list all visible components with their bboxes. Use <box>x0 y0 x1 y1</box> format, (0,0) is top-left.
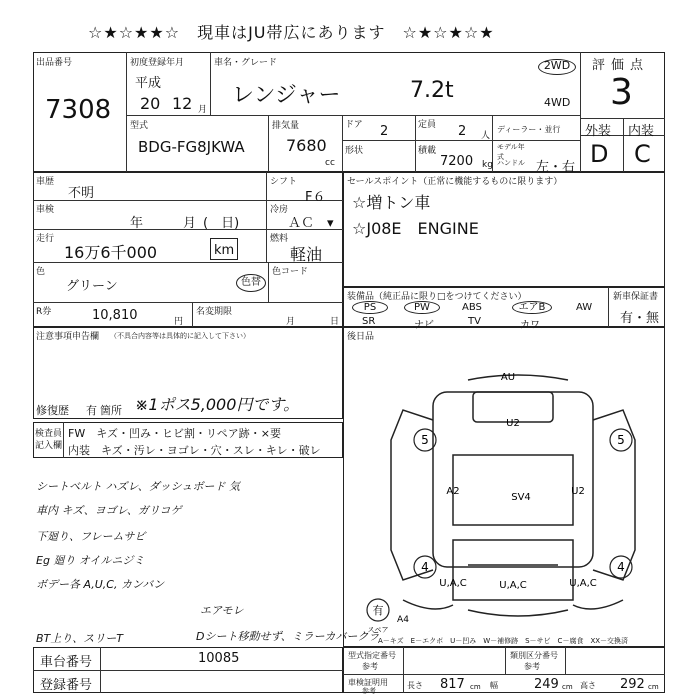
spare-label: スペア <box>367 626 389 634</box>
dealer-label: ディーラー・並行 <box>497 125 561 134</box>
fuel-label: 燃料 <box>270 234 289 244</box>
recycle-unit: 円 <box>174 317 184 327</box>
spare-mark: 有 <box>372 604 384 617</box>
equipment-label: 装備品（純正品に限り□をつけてください） <box>347 292 527 302</box>
wheel-rear-right: 4 <box>617 560 625 574</box>
inspector-note-4: Eg 廻り オイルニジミ <box>36 554 145 567</box>
notes-sub: （不具合内容等は具体的に記入して下さい） <box>110 332 250 340</box>
doors-value: 2 <box>380 124 389 139</box>
drive-4wd: 4WD <box>544 96 571 109</box>
inspector-note-6: エアモレ <box>200 604 244 617</box>
equip-abs: ABS <box>462 302 482 313</box>
recycle-label: R券 <box>36 307 52 317</box>
registration-month: 12 <box>172 94 193 113</box>
warranty-label: 新車保証書 <box>613 292 659 302</box>
meigi-day: 日 <box>330 317 340 327</box>
height-value: 292 <box>620 677 645 692</box>
lot-number: 7308 <box>45 95 112 125</box>
repair-value: 有 <box>86 404 97 417</box>
equip-navi: ナビ <box>414 320 434 331</box>
class-ref: 参考 <box>524 662 540 671</box>
diagram-mark-5: U,A,C <box>439 578 467 589</box>
color-value: グリーン <box>66 279 118 294</box>
sales-points-label: セールスポイント（正常に機能するものに限ります） <box>347 177 563 187</box>
capacity-value: 2 <box>458 124 467 139</box>
load-unit: kg <box>482 160 493 170</box>
inspector-note-2: 車内 キズ、ヨゴレ、ガリコゲ <box>36 504 182 517</box>
type-spec-ref: 参考 <box>362 662 378 671</box>
mileage-label: 走行 <box>36 234 55 244</box>
length-value: 817 <box>440 677 465 692</box>
inspector-line-2: 内装 キズ・汚レ・ヨゴレ・穴・スレ・キレ・破レ <box>68 444 321 457</box>
reg-number-label: 登録番号 <box>40 678 93 693</box>
meigi-month: 月 <box>286 317 296 327</box>
doors-label: ドア <box>345 120 363 130</box>
aircon-value: ＡＣ ▾ <box>288 216 334 231</box>
inspector-note-3: 下廻り、フレームサビ <box>36 530 146 543</box>
drive-2wd: 2WD <box>538 59 576 75</box>
diagram-mark-6: U,A,C <box>499 580 527 591</box>
inspector-note-5: ボデー各 A,U,C, カンバン <box>36 578 165 591</box>
diagram-mark-4: SV4 <box>511 492 531 503</box>
inspector-note-1: シートベルト ハズレ、ダッシュボード 気 <box>36 480 240 493</box>
diagram-top: AU <box>500 372 516 383</box>
equip-sr: SR <box>362 316 376 327</box>
diagram-mark-3: U2 <box>571 486 585 497</box>
history-value: 不明 <box>68 186 95 201</box>
model-label: 型式 <box>130 121 149 131</box>
header-banner: ☆★☆★★☆ 現車はJU帯広にあります ☆★☆★☆★ <box>88 23 495 42</box>
sales-point-1: ☆増トン車 <box>352 193 431 212</box>
equip-aw: AW <box>576 302 593 313</box>
inspector-line-1: FW キズ・凹み・ヒビ割・リペア跡・×要 <box>68 427 281 440</box>
model-year-label: モデル年式 <box>497 143 525 161</box>
equip-ps: PS <box>352 301 388 314</box>
inspector-label: 検査員記入欄 <box>35 429 63 451</box>
registration-era: 平成 <box>135 76 162 91</box>
inspector-note-7: BT上り、スリーT <box>36 632 123 645</box>
notes-handwritten: ※1ポス5,000円です。 <box>135 395 300 414</box>
capacity-label: 定員 <box>418 120 437 130</box>
height-unit: cm <box>648 683 659 691</box>
fuel-value: 軽油 <box>290 245 323 264</box>
diagram-mark-8: A4 <box>397 615 409 625</box>
chassis-value: 10085 <box>198 651 240 666</box>
equip-pw: PW <box>404 301 440 314</box>
meigi-label: 名変期限 <box>196 307 233 317</box>
shaken-month-unit: 月 <box>183 216 197 231</box>
equip-airbag: エアB <box>512 301 552 314</box>
diagram-mark-2: A2 <box>446 486 460 497</box>
mileage-value: 16万6千000 <box>64 243 158 262</box>
aircon-label: 冷房 <box>270 205 289 215</box>
type-spec-label: 型式指定番号 <box>348 651 396 660</box>
diagram-legend: A－キズ E－エクボ U－凹み W－補修跡 S－サビ C－腐食 XX－交換済 <box>378 637 629 645</box>
score-label: 評価点 <box>592 58 650 73</box>
length-unit: cm <box>470 683 481 691</box>
shaken-year-unit: 年 <box>130 216 144 231</box>
notes-label: 注意事項申告欄 <box>36 332 100 342</box>
handle-label: ハンドル <box>497 159 525 167</box>
vehicle-name: レンジャー <box>232 83 341 108</box>
load-value: 7200 <box>440 154 474 169</box>
equip-tv: TV <box>468 316 481 327</box>
color-code-label: 色コード <box>272 267 309 277</box>
handle-value: 左・右 <box>536 160 576 175</box>
cert-ref: 参考 <box>362 687 376 695</box>
capacity-unit: 人 <box>481 131 491 141</box>
chassis-label: 車台番号 <box>40 655 93 670</box>
load-label: 積載 <box>418 146 437 156</box>
displacement-unit: cc <box>325 158 335 168</box>
lot-label: 出品番号 <box>36 58 73 68</box>
equip-leather: カワ <box>520 320 540 331</box>
registration-month-unit: 月 <box>198 105 208 115</box>
wheel-front-left: 5 <box>421 433 429 447</box>
warranty-value: 有・無 <box>620 311 660 326</box>
shift-value: F６ <box>305 190 326 205</box>
shaken-label: 車検 <box>36 205 55 215</box>
displacement-label: 排気量 <box>272 121 300 131</box>
vehicle-name-label: 車名・グレード <box>214 58 278 68</box>
exterior-label: 外装 <box>585 124 612 139</box>
sales-point-2: ☆J08E ENGINE <box>352 219 479 238</box>
history-label: 車歴 <box>36 177 55 187</box>
repair-suffix: 箇所 <box>100 404 122 417</box>
vehicle-grade: 7.2t <box>410 78 454 103</box>
wheel-front-right: 5 <box>617 433 625 447</box>
interior-label: 内装 <box>628 124 655 139</box>
recycle-value: 10,810 <box>92 308 138 323</box>
repaint-mark: 色替 <box>236 274 266 292</box>
width-value: 249 <box>534 677 559 692</box>
height-label: 高さ <box>580 681 596 690</box>
inspector-note-8: Dシート移動せず、ミラーカバークラ <box>196 630 380 643</box>
cert-label: 車検証明用 <box>348 678 388 687</box>
diagram-mark-1: U2 <box>506 418 520 429</box>
repair-label: 修復歴 <box>36 404 69 417</box>
exterior-grade: D <box>590 140 609 168</box>
shift-label: シフト <box>270 177 298 187</box>
color-label: 色 <box>36 267 46 277</box>
width-label: 幅 <box>490 681 498 690</box>
registration-label: 初度登録年月 <box>130 58 185 68</box>
wheel-rear-left: 4 <box>421 560 429 574</box>
class-label: 類別区分番号 <box>510 651 558 660</box>
width-unit: cm <box>562 683 573 691</box>
displacement-value: 7680 <box>286 136 327 155</box>
length-label: 長さ <box>407 681 423 690</box>
model-code: BDG-FG8JKWA <box>138 138 245 156</box>
rear-seat-label: 後日品 <box>347 332 375 342</box>
diagram-mark-7: U,A,C <box>569 578 597 589</box>
mileage-unit: km <box>214 243 235 258</box>
shaken-day: ( 日) <box>203 216 240 231</box>
interior-grade: C <box>634 140 651 168</box>
shape-label: 形状 <box>345 146 364 156</box>
score-value: 3 <box>610 72 633 113</box>
vehicle-diagram <box>343 360 665 645</box>
registration-year: 20 <box>140 94 161 113</box>
